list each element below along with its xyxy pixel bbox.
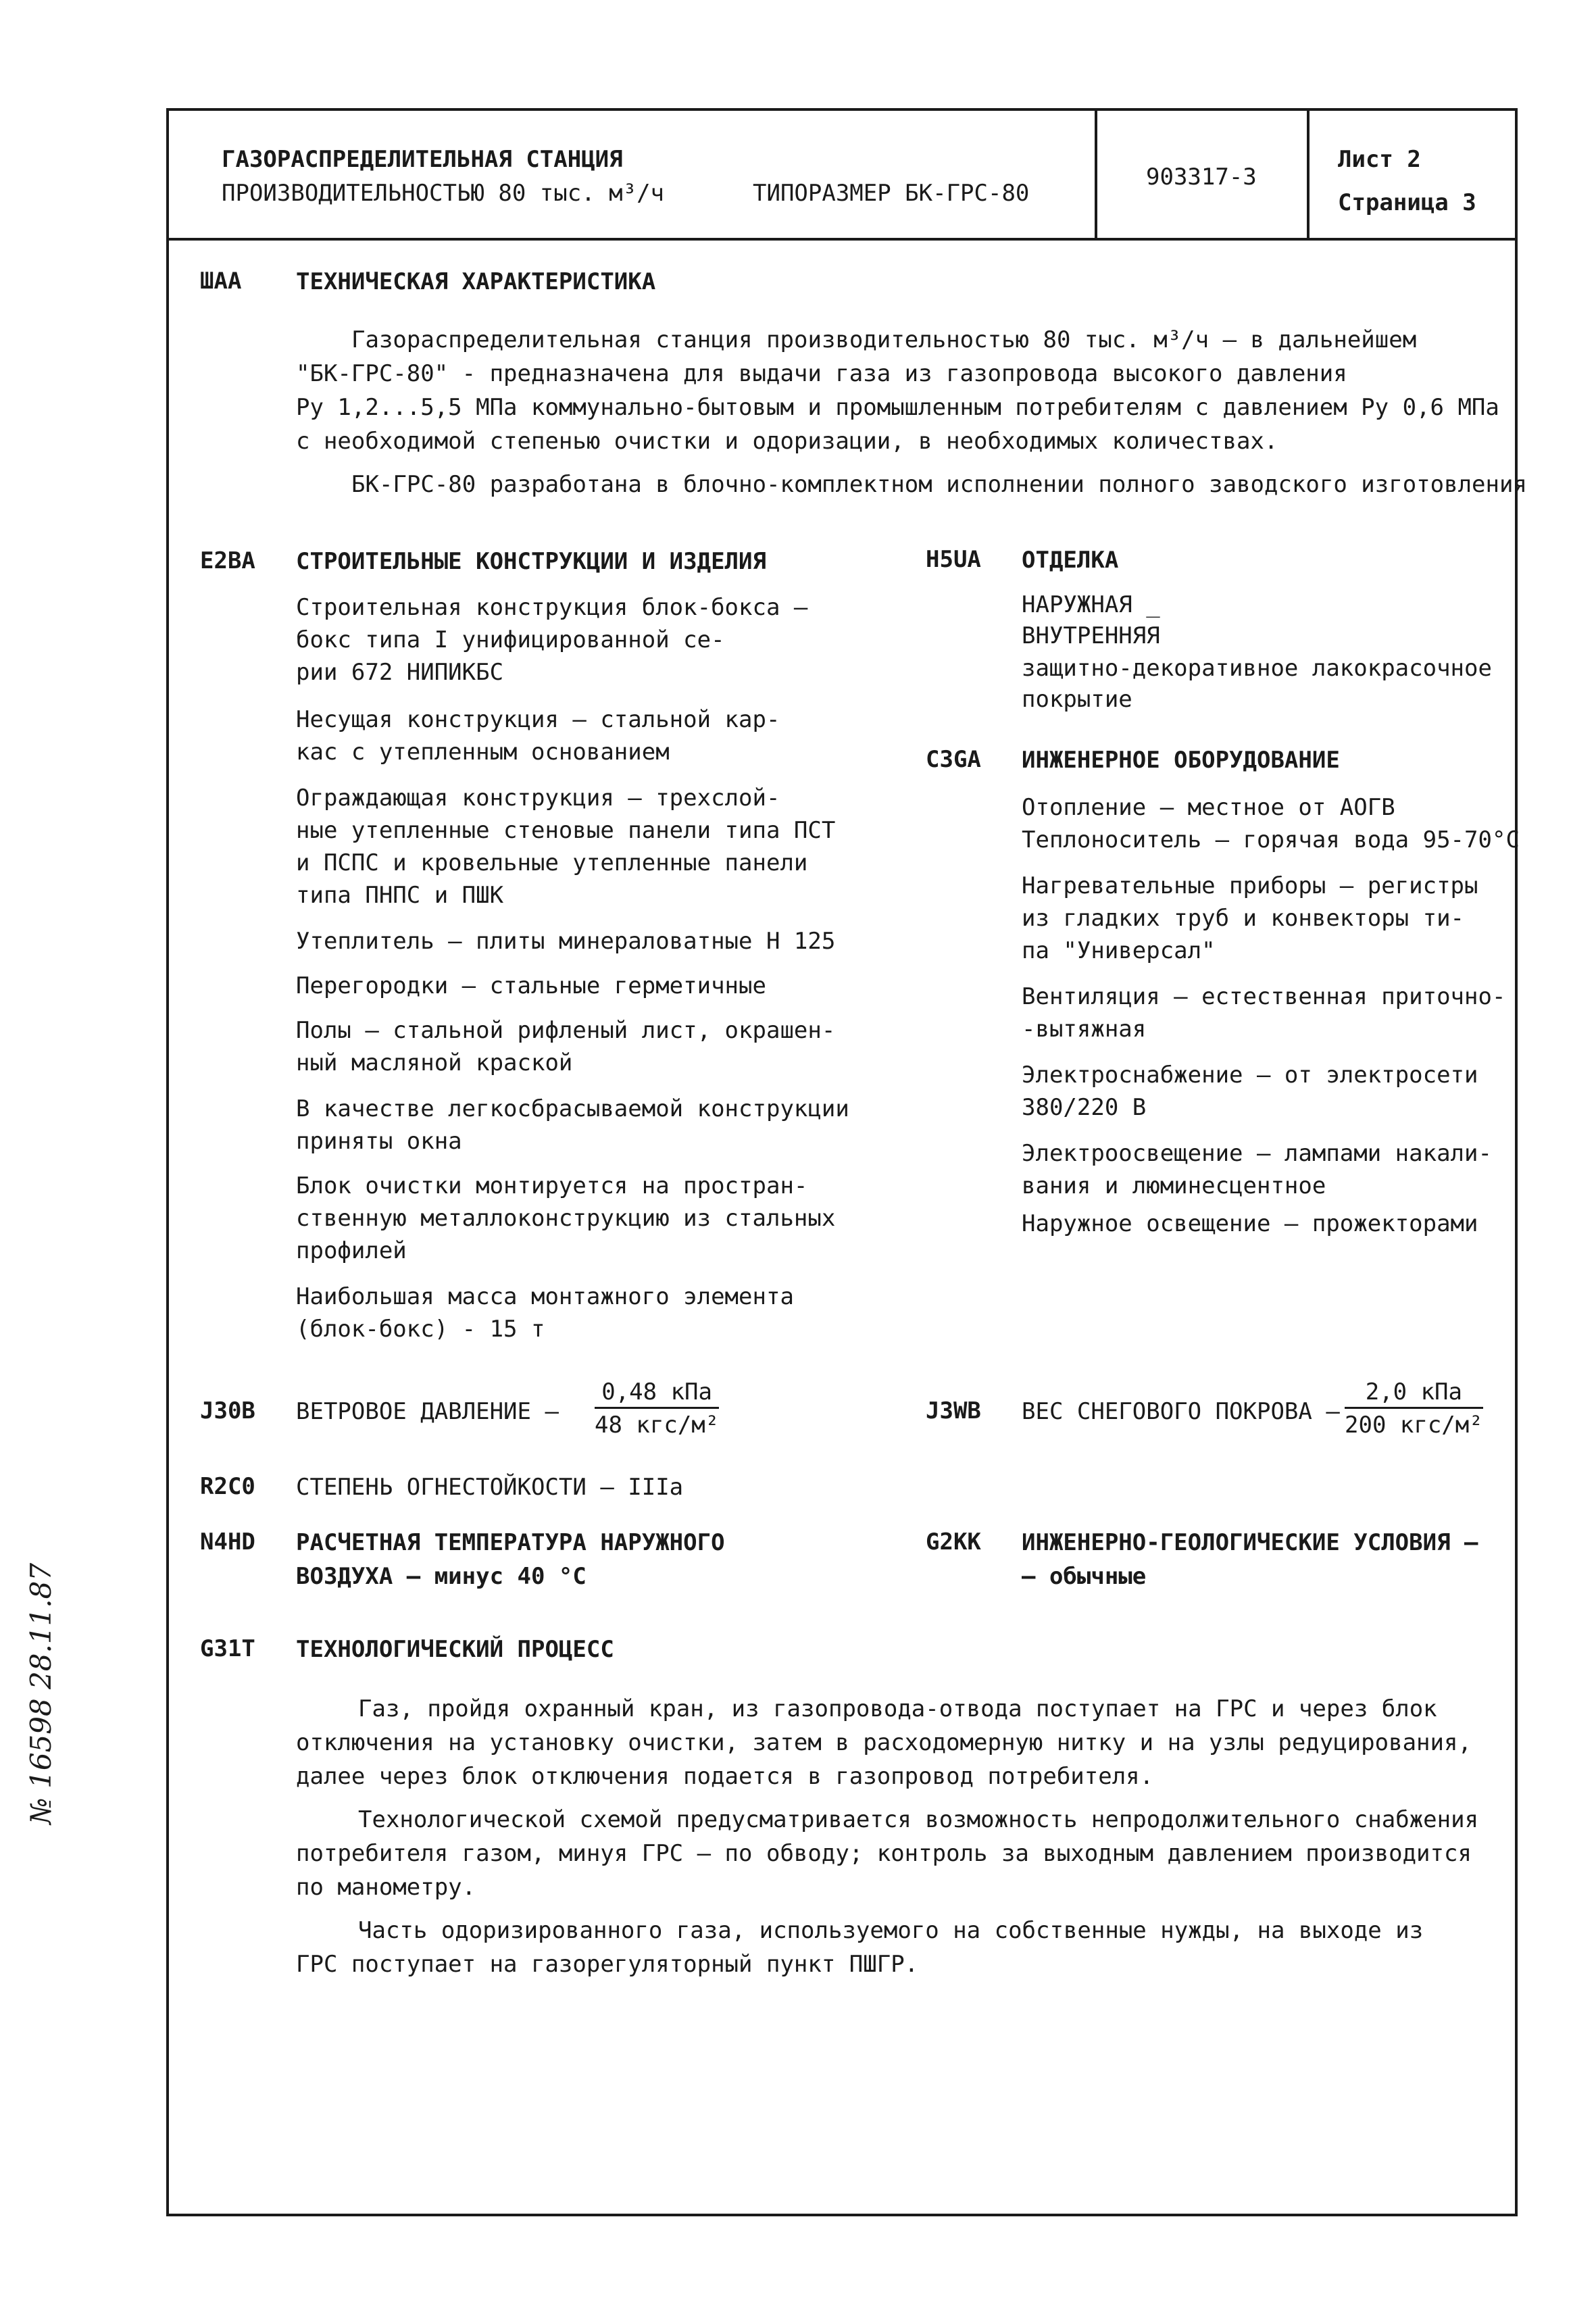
list-item: ные утепленные стеновые панели типа ПСТ: [296, 817, 836, 844]
paragraph-line: потребителя газом, минуя ГРС – по обводу; контроль за выходным давлением производится: [296, 1840, 1472, 1867]
paragraph-line: с необходимой степенью очистки и одоризации, в необходимых количествах.: [296, 428, 1278, 455]
section-code: Н5UA: [926, 546, 981, 573]
paragraph-line: БК-ГРС-80 разработана в блочно-комплектном исполнении полного заводского изготовления: [351, 471, 1527, 498]
station-capacity: ПРОИЗВОДИТЕЛЬНОСТЬЮ 80 тыс. м³/ч: [222, 180, 665, 207]
list-item: Строительная конструкция блок-бокса –: [296, 594, 808, 621]
section-code: ШАА: [200, 268, 242, 295]
paragraph-line: ГРС поступает на газорегуляторный пункт ПШГР.: [296, 1951, 919, 1978]
title-divider: [1307, 111, 1310, 238]
section-code: G2КК: [926, 1528, 981, 1555]
page-number: Страница 3: [1338, 189, 1476, 216]
section-code: R2C0: [200, 1473, 255, 1500]
section-code: G31Т: [200, 1635, 255, 1662]
list-item: Полы – стальной рифленый лист, окрашен-: [296, 1017, 836, 1044]
sheet-number: Лист 2: [1338, 146, 1421, 173]
list-item: Утеплитель – плиты минераловатные Н 125: [296, 928, 836, 955]
title-block: [169, 111, 1515, 241]
list-item: -вытяжная: [1022, 1016, 1147, 1043]
list-item: ственную металлоконструкцию из стальных: [296, 1205, 836, 1232]
paragraph-line: отключения на установку очистки, затем в расходомерную нитку и на узлы редуцирования,: [296, 1729, 1472, 1756]
list-item: Отопление – местное от АОГВ: [1022, 794, 1395, 821]
list-item: и ПСПС и кровельные утепленные панели: [296, 849, 808, 876]
list-item: вания и люминесцентное: [1022, 1172, 1326, 1199]
section-heading: ИНЖЕНЕРНОЕ ОБОРУДОВАНИЕ: [1022, 747, 1340, 774]
section-heading: ТЕХНИЧЕСКАЯ ХАРАКТЕРИСТИКА: [296, 268, 656, 295]
list-item: (блок-бокс) - 15 т: [296, 1316, 545, 1343]
list-item: Наибольшая масса монтажного элемента: [296, 1283, 794, 1310]
list-item: Теплоноситель – горячая вода 95-70°С: [1022, 826, 1520, 853]
list-item: Вентиляция – естественная приточно-: [1022, 983, 1506, 1010]
list-item: защитно-декоративное лакокрасочное: [1022, 655, 1492, 682]
section-code: J3WВ: [926, 1397, 981, 1424]
list-item: Электроснабжение – от электросети: [1022, 1062, 1478, 1089]
section-code: С3GA: [926, 746, 981, 773]
paragraph-line: Ру 1,2...5,5 МПа коммунально-бытовым и промышленным потребителям с давлением Ру 0,6 МПа: [296, 394, 1499, 421]
wind-pressure-kpa: 0,48 кПа: [595, 1378, 719, 1409]
paragraph-line: Газораспределительная станция производительностью 80 тыс. м³/ч – в дальнейшем: [351, 326, 1417, 353]
section-code: N4НD: [200, 1528, 255, 1555]
paragraph-line: Газ, пройдя охранный кран, из газопровода-отвода поступает на ГРС и через блок: [358, 1695, 1437, 1722]
fire-resistance: СТЕПЕНЬ ОГНЕСТОЙКОСТИ – IIIа: [296, 1474, 684, 1501]
list-item: приняты окна: [296, 1128, 462, 1155]
paragraph-line: далее через блок отключения подается в газопровод потребителя.: [296, 1763, 1154, 1790]
section-heading: ОТДЕЛКА: [1022, 547, 1119, 574]
list-item: типа ПНПС и ПШК: [296, 882, 504, 909]
snow-load-fraction: [1345, 1378, 1483, 1439]
list-item: па "Универсал": [1022, 937, 1216, 964]
list-item: бокс типа I унифицированной се-: [296, 626, 725, 653]
title-divider: [1095, 111, 1097, 238]
type-size: ТИПОРАЗМЕР БК-ГРС-80: [753, 180, 1030, 207]
document-number: 903317-3: [1146, 164, 1257, 191]
list-item: Ограждающая конструкция – трехслой-: [296, 785, 780, 812]
wind-pressure-fraction: [595, 1378, 719, 1439]
wind-pressure-kgf: 48 кгс/м²: [595, 1412, 720, 1439]
list-item: Электроосвещение – лампами накали-: [1022, 1140, 1492, 1167]
design-temperature: РАСЧЕТНАЯ ТЕМПЕРАТУРА НАРУЖНОГО: [296, 1529, 725, 1556]
list-item: Наружное освещение – прожекторами: [1022, 1210, 1478, 1237]
section-heading: ТЕХНОЛОГИЧЕСКИЙ ПРОЦЕСС: [296, 1636, 614, 1663]
snow-load-kpa: 2,0 кПа: [1345, 1378, 1483, 1409]
paragraph-line: "БК-ГРС-80" - предназначена для выдачи газа из газопровода высокого давления: [296, 360, 1347, 387]
list-item: ВНУТРЕННЯЯ: [1022, 622, 1160, 649]
station-title: ГАЗОРАСПРЕДЕЛИТЕЛЬНАЯ СТАНЦИЯ: [222, 146, 623, 173]
list-item: рии 672 НИПИКБС: [296, 659, 504, 686]
list-item: из гладких труб и конвекторы ти-: [1022, 905, 1465, 932]
geology-conditions-value: – обычные: [1022, 1563, 1147, 1590]
design-temperature-value: ВОЗДУХА – минус 40 °С: [296, 1563, 587, 1590]
list-item: Несущая конструкция – стальной кар-: [296, 706, 780, 733]
section-heading: СТРОИТЕЛЬНЫЕ КОНСТРУКЦИИ И ИЗДЕЛИЯ: [296, 548, 766, 575]
list-item: 380/220 В: [1022, 1094, 1147, 1121]
list-item: Перегородки – стальные герметичные: [296, 972, 766, 999]
list-item: кас с утепленным основанием: [296, 739, 670, 766]
wind-pressure-label: ВЕТРОВОЕ ДАВЛЕНИЕ –: [296, 1398, 559, 1425]
list-item: НАРУЖНАЯ _: [1022, 591, 1160, 618]
geology-conditions: ИНЖЕНЕРНО-ГЕОЛОГИЧЕСКИЕ УСЛОВИЯ –: [1022, 1529, 1478, 1556]
section-code: Е2ВА: [200, 547, 255, 574]
list-item: Нагревательные приборы – регистры: [1022, 872, 1478, 899]
list-item: профилей: [296, 1237, 407, 1264]
snow-load-label: ВЕС СНЕГОВОГО ПОКРОВА –: [1022, 1398, 1340, 1425]
list-item: В качестве легкосбрасываемой конструкции: [296, 1095, 849, 1122]
paragraph-line: Часть одоризированного газа, используемого на собственные нужды, на выходе из: [358, 1917, 1424, 1944]
list-item: покрытие: [1022, 686, 1132, 713]
paragraph-line: Технологической схемой предусматривается возможность непродолжительного снабжения: [358, 1806, 1479, 1833]
paragraph-line: по манометру.: [296, 1874, 476, 1901]
list-item: Блок очистки монтируется на простран-: [296, 1172, 808, 1199]
section-code: J30В: [200, 1397, 255, 1424]
list-item: ный масляной краской: [296, 1049, 573, 1076]
handwritten-margin-note: № 16598 28.11.87: [24, 1562, 57, 1824]
snow-load-kgf: 200 кгс/м²: [1345, 1412, 1483, 1439]
